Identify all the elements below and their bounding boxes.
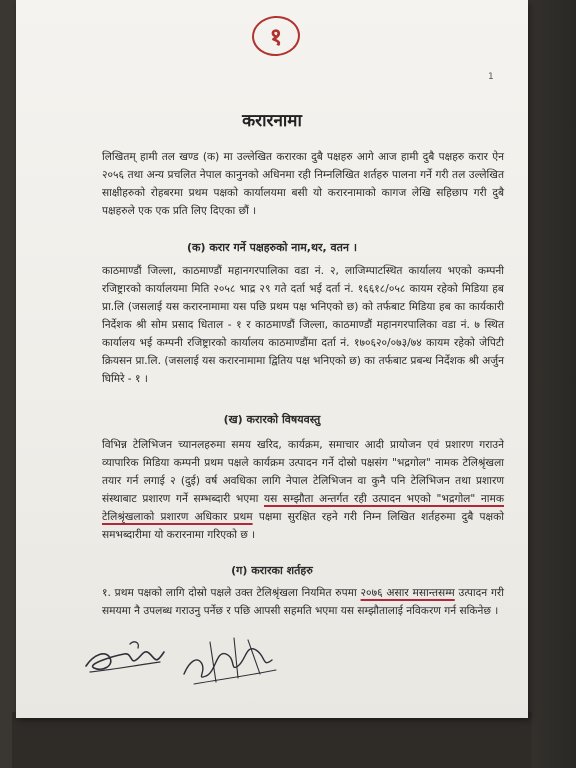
section-c-text-2: उत्पादन गरी समयमा नै उपलब्ध गराउनु पर्नेछ र पछि आपसी सहमति भएमा यस सम्झौतालाई नविकरण गर्न सकिनेछ । (102, 587, 504, 617)
section-c-paragraph (102, 584, 504, 620)
section-c-heading: (ग) करारका शर्तहरु (231, 564, 313, 577)
section-c-text-1: १. प्रथम पक्षको लागि दोस्रो पक्षले उक्त टेलिश्रृंखला नियमित रुपमा (102, 587, 361, 599)
signature-first (80, 636, 170, 680)
section-b-text-1: विभिन्न टेलिभिजन च्यानलहरुमा समय खरिद, कार्यक्रम, समाचार आदी प्रायोजन एवं प्रशारण गराउने व्यापारिक मिडिया कम्पनी प्रथम पक्षले कार्यक्रम उत्पादन गर्ने दोस्रो पक्षसंग "भद्रगोल" नामक टेलिश्रृंखला तयार गर्न लगाई २ (दुई) वर्ष अवधिका लागि नेपाल टेलिभिजन वा कुनै पनि टेलिभिजन तथा प्रशारण संस्थाबाट प्रशारण गर्ने सम्भब्दारी भएमा (102, 439, 504, 505)
page-stamp (251, 14, 302, 57)
section-b-heading: (ख) करारको विषयवस्तु (223, 413, 321, 426)
desk-shadow (12, 712, 532, 768)
section-b-text-2: पक्षमा सुरक्षित रहने गरी निम्न लिखित शर्तहरुमा दुबै पक्षको समभब्दारीमा यो करारनामा गरिएको छ । (102, 511, 504, 541)
contract-page (16, 0, 528, 718)
section-a-paragraph: काठमाण्डौं जिल्ला, काठमाण्डौं महानगरपालिका वडा नं. २, लाजिम्पाटस्थित कार्यालय भएको कम्पनी रजिष्ट्रारको कार्यालयमा मिति २०५८ भाद्र २९ गते दर्ता भई दर्ता नं. १६६१८/०५८ कायम रहेको मिडिया हब प्रा.लि (जसलाई यस करारनामामा यस पछि प्रथम पक्ष भनिएको छ) को तर्फबाट मिडिया हब का कार्यकारी निर्देशक श्री सोम प्रसाद धिताल - १ र काठमाण्डौं जिल्ला, काठमाण्डौं महानगरपालिका वडा नं. ७ स्थित कार्यालय भई कम्पनी रजिष्ट्रारको कार्यालय काठमाण्डौंमा दर्ता नं. १७०६२०/०७३/७४ कायम रहेको जेपिटी क्रियसन प्रा.लि. (जसलाई यस करारनामामा द्वितिय पक्ष भनिएको छ) का तर्फबाट प्रबन्ध निर्देशक श्री अर्जुन घिमिरे - १ । (102, 265, 504, 385)
section-c-underlined: २०७६ असार मसान्तसम्म (360, 587, 455, 599)
page-number: 1 (488, 72, 494, 82)
intro-paragraph: लिखितम् हामी तल खण्ड (क) मा उल्लेखित करारका दुबै पक्षहरु आगे आज हामी दुबै पक्षहरु करार ऐन २०५६ तथा अन्य प्रचलित नेपाल कानुनको अधिनमा रही निम्नलिखित शर्तहरु पालना गर्ने गरी तल उल्लेखित साक्षीहरुको रोहबरमा प्रथम पक्षको कार्यालयमा बसी यो करारनामाको कागज लेखि सहिछाप गरी दुबै पक्षहरुले एक एक प्रति लिए दिएका छौं । (102, 151, 504, 217)
stamp-number: १ (268, 22, 284, 51)
section-b-underlined: यस सम्झौता अन्तर्गत रही उत्पादन भएको "भद्रगोल" नामक टेलिश्रृंखलाको प्रशारण अधिकार प्रथम (102, 493, 504, 523)
section-b-paragraph (102, 436, 504, 544)
signature-second (176, 630, 286, 690)
section-a-heading: (क) करार गर्ने पक्षहरुको नाम,थर, वतन । (186, 241, 357, 254)
document-title: करारनामा (242, 111, 302, 131)
